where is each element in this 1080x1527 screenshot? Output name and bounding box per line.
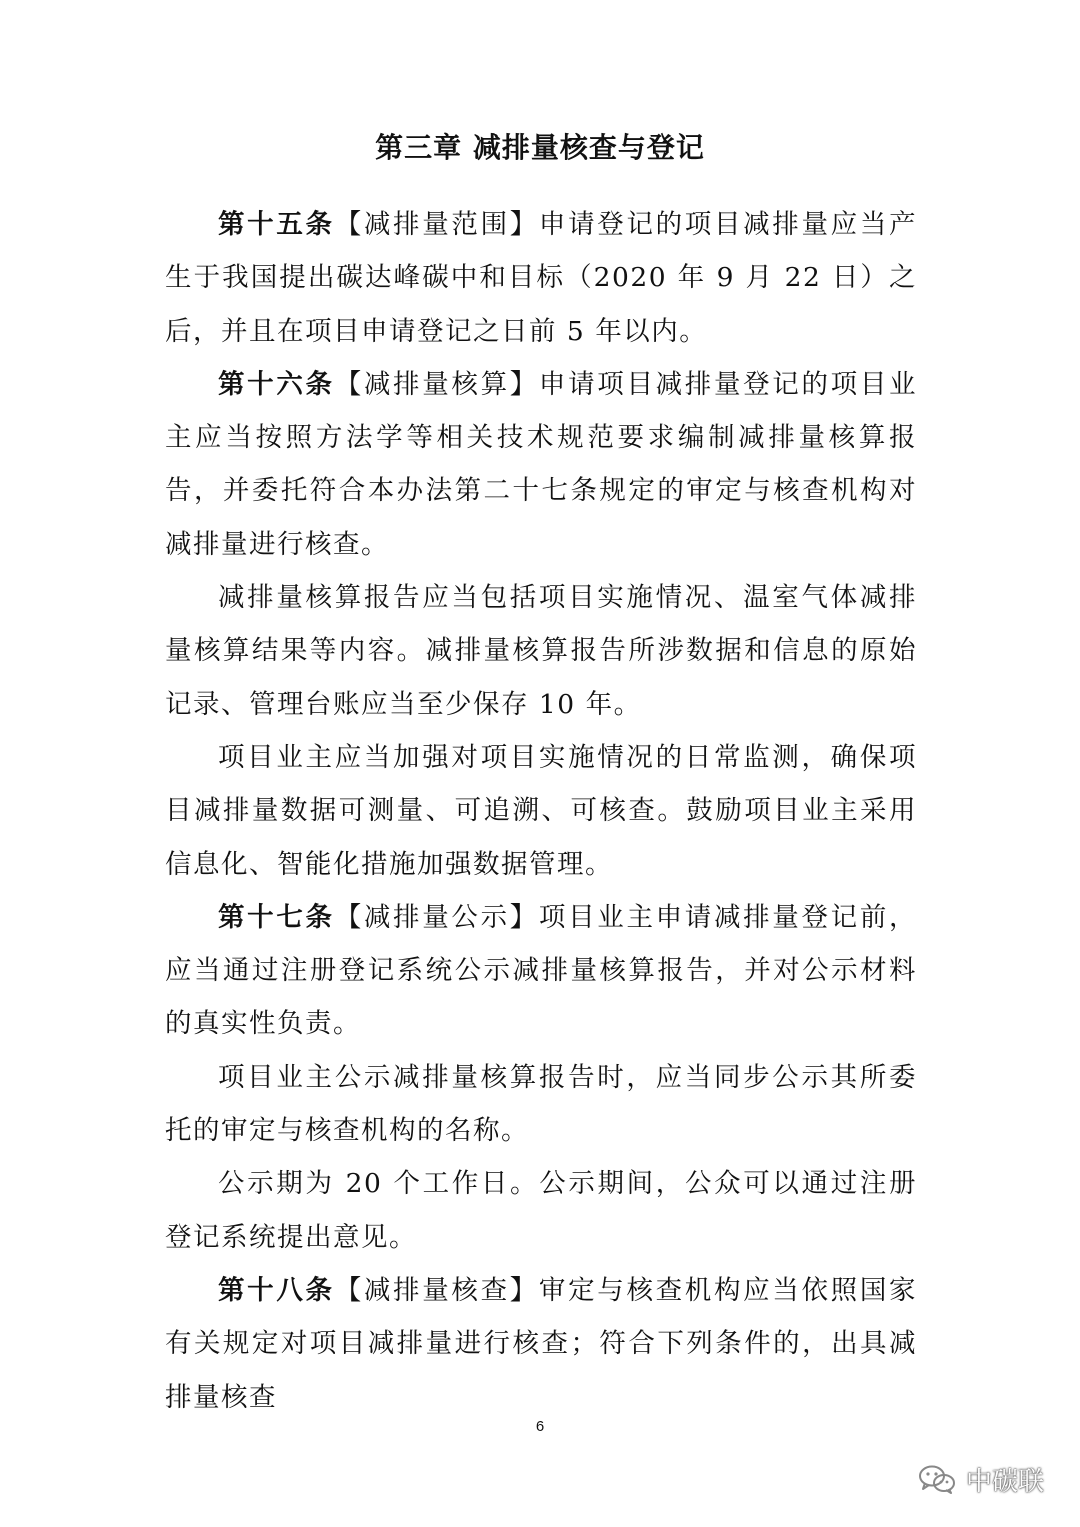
chapter-title: 第三章 减排量核查与登记	[375, 131, 705, 164]
paragraph-text: 【减排量核算】申请项目减排量登记的项目业主应当按照方法学等相关技术规范要求编制减排量核算报告，并委托符合本办法第二十七条规定的审定与核查机构对减排量进行核查。	[165, 368, 918, 560]
article-number: 第十五条	[218, 209, 335, 240]
paragraph-text: 【减排量范围】申请登记的项目减排量应当产生于我国提出碳达峰碳中和目标（2020 年 9 月 22 日）之后，并且在项目申请登记之日前 5 年以内。	[165, 209, 918, 347]
body-text	[165, 198, 917, 1424]
paragraph-text: 公示期为 20 个工作日。公示期间，公众可以通过注册登记系统提出意见。	[165, 1168, 917, 1253]
paragraph-text: 项目业主应当加强对项目实施情况的日常监测，确保项目减排量数据可测量、可追溯、可核查。鼓励项目业主采用信息化、智能化措施加强数据管理。	[165, 741, 917, 880]
paragraph-text: 【减排量核查】审定与核查机构应当依照国家有关规定对项目减排量进行核查；符合下列条件的，出具减排量核查	[165, 1274, 918, 1413]
paragraph-article-16	[165, 358, 917, 571]
page-number: 6	[535, 1418, 545, 1435]
paragraph-text: 减排量核算报告应当包括项目实施情况、温室气体减排量核算结果等内容。减排量核算报告所涉数据和信息的原始记录、管理台账应当至少保存 10 年。	[165, 582, 917, 720]
paragraph	[165, 731, 917, 891]
paragraph-text: 项目业主公示减排量核算报告时，应当同步公示其所委托的审定与核查机构的名称。	[165, 1061, 917, 1147]
watermark	[918, 1456, 1044, 1502]
paragraph	[165, 1051, 917, 1158]
paragraph-text: 【减排量公示】项目业主申请减排量登记前，应当通过注册登记系统公示减排量核算报告，并对公示材料的真实性负责。	[165, 901, 918, 1040]
watermark-text: 中碳联	[965, 1466, 1044, 1497]
paragraph	[165, 571, 917, 731]
article-number: 第十八条	[218, 1274, 335, 1306]
paragraph-article-18	[165, 1264, 917, 1424]
article-number: 第十六条	[218, 368, 335, 400]
paragraph	[165, 1157, 917, 1264]
wechat-icon	[918, 1464, 956, 1494]
paragraph-article-15	[165, 198, 917, 358]
paragraph-article-17	[165, 891, 917, 1051]
article-number: 第十七条	[218, 901, 335, 933]
